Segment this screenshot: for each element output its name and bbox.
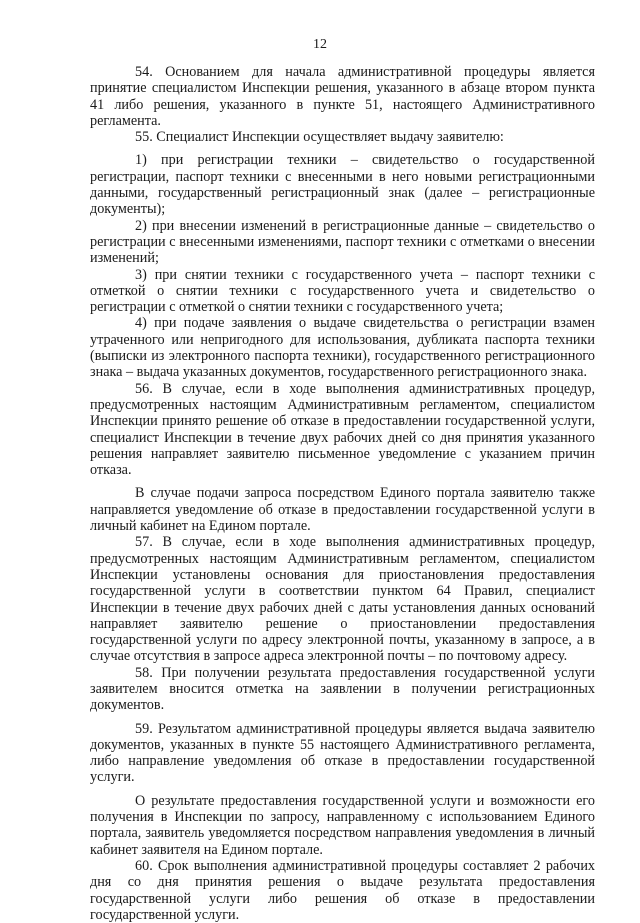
paragraph-56: 56. В случае, если в ходе выполнения административных процедур, предусмотренных настоящим Административным регламентом, специалистом Инспекции принято решение об отказе в предоставлении государственной услуги, специалист Инспекции в течение двух рабочих дней со дня принятия указанного решения направляет заявителю письменное уведомление с указанием причин отказа. [90,380,595,479]
paragraph-59: 59. Результатом административной процедуры является выдача заявителю документов, указанных в пункте 55 настоящего Административного регламента, либо направление уведомления об отказе в предоставлении государственной услуги. [90,720,595,786]
document-body [90,64,595,923]
paragraph-54: 54. Основанием для начала административной процедуры является принятие специалистом Инспекции решения, указанного в абзаце втором пункта 41 либо решения, указанного в пункте 51, настоящего Административного регламента. [90,64,595,129]
paragraph-58: 58. При получении результата предоставления государственной услуги заявителем вносится отметка на заявлении в получении регистрационных документов. [90,664,595,714]
paragraph-56-portal: В случае подачи запроса посредством Единого портала заявителю также направляется уведомление об отказе в предоставлении государственной услуги в личный кабинет на Едином портале. [90,485,595,535]
paragraph-55-item-4: 4) при подаче заявления о выдаче свидетельства о регистрации взамен утраченного или непригодного для использования, дубликата паспорта техники (выписки из электронного паспорта техники), государственного регистрационного знака – выдача указанных документов, государственного регистрационного знака. [90,315,595,381]
paragraph-55-item-3: 3) при снятии техники с государственного учета – паспорт техники с отметкой о снятии техники с государственного учета и свидетельство о регистрации с отметкой о снятии техники с государственного учета; [90,266,595,316]
paragraph-55-item-2: 2) при внесении изменений в регистрационные данные – свидетельство о регистрации с внесенными изменениями, паспорт техники с отметками о внесении изменений; [90,217,595,267]
paragraph-60: 60. Срок выполнения административной процедуры составляет 2 рабочих дня со дня принятия решения о выдаче результата предоставления государственной услуги либо решения об отказе в предоставлении государственной услуги. [90,857,595,923]
paragraph-59-portal: О результате предоставления государственной услуги и возможности его получения в Инспекции по запросу, направленному с использованием Единого портала, заявитель уведомляется посредством направления уведомления в личный кабинет заявителя на Едином портале. [90,792,595,858]
paragraph-57: 57. В случае, если в ходе выполнения административных процедур, предусмотренных настоящим Административным регламентом, специалистом Инспекции установлены основания для приостановления предоставления государственной услуги в соответствии пунктом 64 Правил, специалист Инспекции в течение двух рабочих дней с даты установления данных оснований направляет заявителю решение о приостановлении предоставления государственной услуги по адресу электронной почты, указанному в запросе, а в случае отсутствия в запросе адреса электронной почты – по почтовому адресу. [90,534,595,665]
paragraph-55: 55. Специалист Инспекции осуществляет выдачу заявителю: [135,129,504,146]
paragraph-55-item-1: 1) при регистрации техники – свидетельство о государственной регистрации, паспорт техники с внесенными в него новыми регистрационными данными, государственный регистрационный знак (далее – регистрационные документы); [90,152,595,218]
page-number: 12 [313,37,327,52]
